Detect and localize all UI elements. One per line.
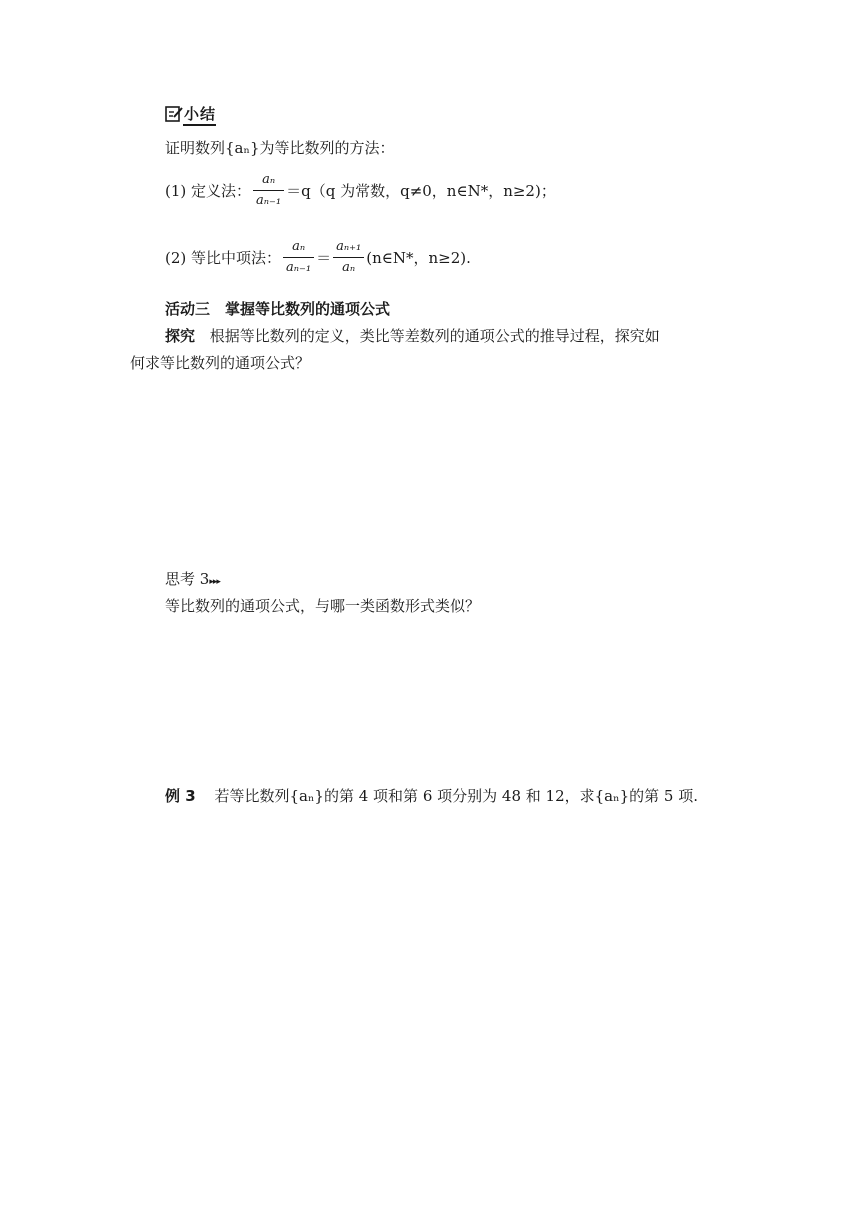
method1-numerator: aₙ [262, 172, 276, 187]
think-question: 等比数列的通项公式，与哪一类函数形式类似？ [165, 597, 481, 615]
explore-label: 探究 [165, 327, 196, 345]
summary-intro: 证明数列{aₙ}为等比数列的方法： [165, 139, 395, 157]
summary-underline [183, 124, 216, 126]
example-3 [165, 785, 698, 806]
pencil-note-icon [165, 105, 183, 123]
method2-numerator-right: aₙ₊₁ [336, 239, 362, 254]
method1-denominator: aₙ₋₁ [256, 193, 282, 208]
example-label: 例 3 [165, 787, 196, 805]
example-text: 若等比数列{aₙ}的第 4 项和第 6 项分别为 48 和 12，求{aₙ}的第 5 项. [214, 787, 698, 805]
method-geometric-mean [165, 237, 471, 278]
method2-equals: ＝ [316, 249, 332, 267]
method-definition [165, 170, 556, 211]
activity-heading: 活动三 掌握等比数列的通项公式 [165, 300, 391, 318]
triple-arrow-icon: ▸▸▸ [209, 577, 220, 587]
method1-fraction [253, 170, 284, 211]
summary-title: 小结 [184, 105, 217, 123]
method2-fraction-left [283, 237, 314, 278]
method2-label: (2) 等比中项法： [165, 249, 282, 267]
method1-label: (1) 定义法： [165, 182, 252, 200]
method2-tail: (n∈N*，n≥2). [366, 249, 471, 267]
method2-denominator-left: aₙ₋₁ [286, 260, 312, 275]
explore-text-line1: 根据等比数列的定义，类比等差数列的通项公式的推导过程，探究如 [209, 327, 660, 345]
explore-text-line2: 何求等比数列的通项公式？ [130, 354, 311, 372]
think-heading [165, 568, 220, 589]
explore-line1 [165, 325, 660, 346]
method1-tail: ＝q（q 为常数，q≠0，n∈N*，n≥2)； [286, 182, 556, 200]
think-label: 思考 3 [165, 570, 210, 588]
method2-numerator-left: aₙ [292, 239, 306, 254]
summary-heading [165, 103, 216, 124]
method2-denominator-right: aₙ [342, 260, 356, 275]
method2-fraction-right [333, 237, 364, 278]
